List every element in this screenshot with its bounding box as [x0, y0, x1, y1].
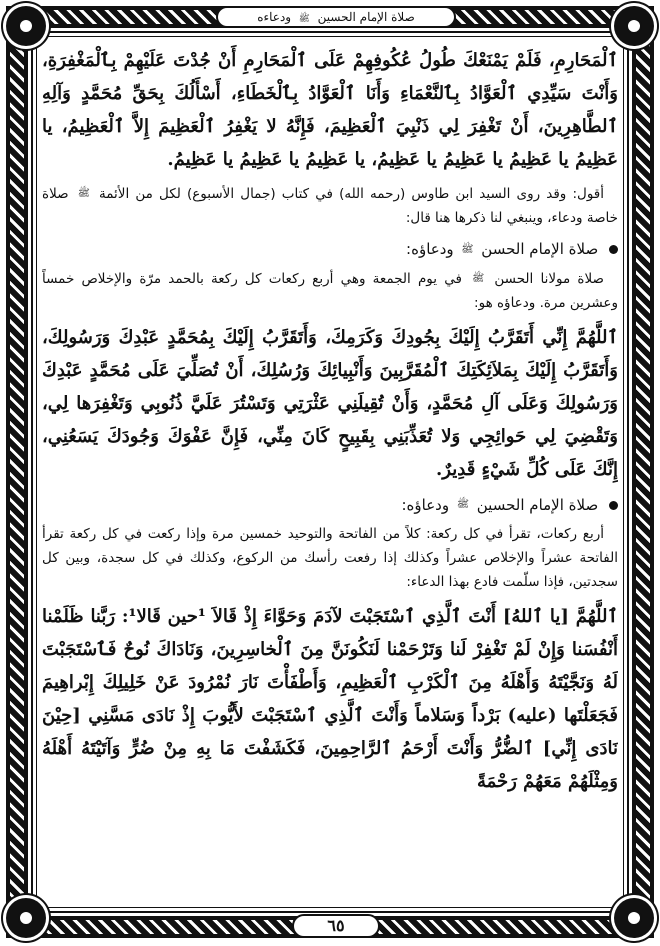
author-note: [42, 182, 618, 230]
corner-ornament-icon: [6, 898, 46, 938]
header-title-part1: صلاة الإمام الحسين: [317, 10, 415, 24]
prayer-text-hasan: ٱللَّهُمَّ إِنِّي أَتَقَرَّبُ إِلَيْكَ بِجُودِكَ وَكَرَمِكَ، وَأَتَقَرَّبُ إِلَيْكَ بِمُحَمَّدٍ عَبْدِكَ وَرَسُولِكَ، وَأَتَقَرَّبُ إِلَيْكَ بِمَلاَئِكَتِكَ ٱلْمُقَرَّبِينَ وَأَنْبِيائِكَ وَرُسُلِكَ، أَنْ تُصَلِّيَ عَلَى مُحَمَّدٍ عَبْدِكَ وَرَسُولِكَ وَعَلَى آلِ مُحَمَّدٍ، وَأَنْ تُقِيلَنِي عَثْرَتِي وَتَسْتُرَ عَلَيَّ ذُنُوبِي وَتَغْفِرَها لِي، وَتَقْضِيَ لِي حَوائِجِي وَلا تُعَذِّبَنِي بِقَبِيحٍ كَانَ مِنِّي، فَإِنَّ عَفْوَكَ وَجُودَكَ يَسَعُنِي، إِنَّكَ عَلَى كُلِّ شَيْءٍ قَدِيرٌ.: [42, 326, 618, 480]
header-title-part2: ودعاءه: [257, 10, 292, 24]
corner-ornament-icon: [614, 6, 654, 46]
author-note-text-a: أقول: وقد روى السيد ابن طاوس (رحمه الله) في كتاب (جمال الأسبوع) لكل من الأئمة: [99, 186, 605, 202]
section-heading-text-b: ودعاؤه:: [406, 240, 454, 258]
salutation-glyph-icon: ﷺ: [77, 188, 90, 199]
instruction-note-husayn: أربع ركعات، تقرأ في كل ركعة: كلاً من الفاتحة والتوحيد خمسين مرة وإذا ركعت في كل ركعة تقرأ الفاتحة عشراً والإخلاص عشراً وكذلك إذا رفعت رأسك من الركوع، وكذلك في كل سجدة، وبين كل سجدتين، فإذا سلّمت فادع بهذا الدعاء:: [42, 526, 618, 590]
running-header: [216, 6, 456, 28]
salutation-glyph-icon: ﷺ: [461, 243, 474, 255]
section-heading-text-a: صلاة الإمام الحسن: [481, 240, 599, 258]
instruction-note-text-a: صلاة مولانا الحسن: [494, 270, 605, 287]
instruction-note-hasan: [42, 267, 618, 315]
salutation-glyph-icon: ﷺ: [456, 499, 469, 510]
section-heading-text-b: ودعاؤه:: [401, 495, 450, 514]
page-number: ٦٥: [292, 914, 380, 938]
prayer-text-intro: ٱلْمَحَارِمِ، فَلَمْ يَمْنَعْكَ طُولُ عُكُوفِهِمْ عَلَى ٱلْمَحَارِمِ أَنْ جُدْتَ عَلَيْهِمْ بِٱلْمَغْفِرَةِ، وَأَنْتَ سَيِّدِي ٱلْعَوَّادُ بِٱلنَّعْمَاءِ وَأَنَا ٱلْعَوَّادُ بِٱلْخَطَاءِ، أَسْأَلُكَ بِحَقِّ مُحَمَّدٍ وَآلِهِ ٱلطَّاهِرِينَ، أَنْ تَغْفِرَ لِي ذَنْبِيَ ٱلْعَظِيمَ، فَإِنَّهُ لا يَغْفِرُ ٱلْعَظِيمَ إِلاَّ ٱلْعَظِيمُ، يا عَظِيمُ يا عَظِيمُ يا عَظِيمُ يا عَظِيمُ، يا عَظِيمُ يا عَظِيمُ يا عَظِيمُ.: [42, 50, 618, 170]
section-heading-hasan: [42, 234, 618, 265]
author-note-text-b: صلاة خاصة ودعاء، وينبغي لنا ذكرها هنا قال:: [42, 186, 618, 226]
section-heading-text-a: صلاة الإمام الحسين: [476, 495, 599, 514]
corner-ornament-icon: [6, 6, 46, 46]
bullet-icon: [609, 501, 618, 510]
bullet-icon: [609, 245, 618, 254]
corner-ornament-icon: [614, 898, 654, 938]
salutation-glyph-icon: ﷺ: [472, 272, 485, 284]
prayer-text-husayn: ٱللَّهُمَّ [يا ٱللهُ] أَنْتَ ٱلَّذِي ٱسْتَجَبْتَ لآدَمَ وَحَوَّاءَ إِذْ قَالاَ ¹حين قَالا¹: رَبَّنا ظَلَمْنا أَنْفُسَنا وَإِنْ لَمْ تَغْفِرْ لَنا وَتَرْحَمْنا لَنَكُونَنَّ مِنَ ٱلْخاسِرِينَ، وَنَادَاكَ نُوحٌ فَٱسْتَجَبْتَ لَهُ وَنَجَّيْتَهُ وَأَهْلَهُ مِنَ ٱلْكَرْبِ ٱلْعَظِيمِ، وَأَطْفَأْتَ نَارَ نُمْرُودَ عَنْ خَلِيلِكَ إِبْراهِيمَ فَجَعَلْتَها (عليه) بَرْداً وَسَلاماً وَأَنْتَ ٱلَّذِي ٱسْتَجَبْتَ لأَيُّوبَ إِذْ نَادَى مَسَّنِي [حِيْنَ نَادَى إِنِّي] ٱلضُّرُّ وَأَنْتَ أَرْحَمُ ٱلرَّاحِمِينَ، فَكَشَفْتَ مَا بِهِ مِنْ ضُرٍّ وَآتَيْتَهُ أَهْلَهُ وَمِثْلَهُمْ مَعَهُمْ رَحْمَةً: [42, 606, 618, 792]
salutation-glyph-icon: ﷺ: [298, 14, 310, 24]
page-content: [42, 30, 618, 904]
instruction-note-text-b: في يوم الجمعة وهي أربع ركعات كل ركعة بالحمد مرّة والإخلاص خمساً وعشرين مرة. ودعاؤه هو:: [42, 270, 618, 311]
section-heading-husayn: [42, 490, 618, 521]
